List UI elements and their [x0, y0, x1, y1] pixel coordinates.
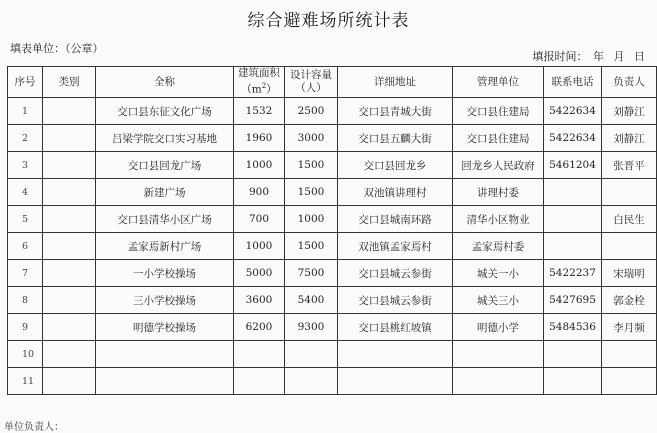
- cell-area: 900: [234, 179, 285, 206]
- cell-area: [234, 341, 285, 368]
- cell-index: 9: [8, 314, 43, 341]
- cell-index: 11: [8, 368, 43, 395]
- table-row: [8, 341, 657, 368]
- header-area-sup: 2: [261, 82, 267, 91]
- cell-area: 6200: [234, 314, 285, 341]
- cell-area: 1000: [234, 152, 285, 179]
- header-area-line2: （m: [241, 83, 262, 96]
- cell-category: [43, 98, 96, 125]
- cell-capacity: 3000: [285, 125, 338, 152]
- cell-capacity: 1500: [285, 152, 338, 179]
- cell-phone: [544, 206, 602, 233]
- cell-address: [338, 368, 453, 395]
- cell-person: 李月频: [602, 314, 657, 341]
- cell-index: 7: [8, 260, 43, 287]
- cell-category: [43, 260, 96, 287]
- cell-category: [43, 314, 96, 341]
- cell-index: 6: [8, 233, 43, 260]
- cell-category: [43, 233, 96, 260]
- cell-phone: [544, 233, 602, 260]
- cell-capacity: 1500: [285, 233, 338, 260]
- cell-name: 交口县回龙广场: [96, 152, 234, 179]
- cell-index: 2: [8, 125, 43, 152]
- cell-address: 交口县青城大街: [338, 98, 453, 125]
- reporting-unit-label: 填表单位：（公章）: [10, 42, 104, 55]
- cell-phone: 5422634: [544, 98, 602, 125]
- cell-capacity: [285, 341, 338, 368]
- cell-phone: 5484536: [544, 314, 602, 341]
- table-row: [8, 368, 657, 395]
- cell-capacity: 2500: [285, 98, 338, 125]
- cell-area: 3600: [234, 287, 285, 314]
- cell-index: 4: [8, 179, 43, 206]
- header-category: 类别: [43, 67, 96, 98]
- cell-manager: [453, 368, 544, 395]
- table-row: [8, 125, 657, 152]
- cell-index: 5: [8, 206, 43, 233]
- header-address: 详细地址: [338, 67, 453, 98]
- header-capacity: [285, 67, 338, 98]
- cell-category: [43, 179, 96, 206]
- table-row: [8, 98, 657, 125]
- cell-manager: 讲理村委: [453, 179, 544, 206]
- header-person: 负责人: [602, 67, 657, 98]
- cell-area: 1000: [234, 233, 285, 260]
- cell-phone: [544, 179, 602, 206]
- cell-capacity: 9300: [285, 314, 338, 341]
- header-capacity-line1: 设计容量: [290, 69, 332, 81]
- cell-phone: [544, 368, 602, 395]
- cell-manager: 孟家焉村委: [453, 233, 544, 260]
- cell-category: [43, 206, 96, 233]
- cell-manager: 清华小区物业: [453, 206, 544, 233]
- cell-phone: 5422237: [544, 260, 602, 287]
- header-phone: 联系电话: [544, 67, 602, 98]
- cell-phone: 5461204: [544, 152, 602, 179]
- cell-index: 1: [8, 98, 43, 125]
- cell-name: 交口县东征文化广场: [96, 98, 234, 125]
- cell-name: [96, 368, 234, 395]
- table-header-row: [8, 67, 657, 98]
- cell-address: 双池镇讲理村: [338, 179, 453, 206]
- cell-person: 宋瑞明: [602, 260, 657, 287]
- cell-capacity: 5400: [285, 287, 338, 314]
- cell-address: 交口县城云参街: [338, 287, 453, 314]
- cell-phone: 5427695: [544, 287, 602, 314]
- cell-person: 白民生: [602, 206, 657, 233]
- cell-area: [234, 368, 285, 395]
- cell-address: 双池镇孟家焉村: [338, 233, 453, 260]
- cell-capacity: 1500: [285, 179, 338, 206]
- table-row: [8, 233, 657, 260]
- cell-person: 张晋平: [602, 152, 657, 179]
- cell-person: 刘静江: [602, 98, 657, 125]
- header-area-line1: 建筑面积: [238, 67, 280, 80]
- page-title: 综合避难场所统计表: [247, 11, 410, 31]
- cell-name: 吕梁学院交口实习基地: [96, 125, 234, 152]
- table-row: [8, 206, 657, 233]
- cell-person: 刘静江: [602, 125, 657, 152]
- table-row: [8, 179, 657, 206]
- cell-capacity: [285, 368, 338, 395]
- header-capacity-line2: （人）: [295, 82, 327, 94]
- cell-address: 交口县桃红坡镇: [338, 314, 453, 341]
- cell-capacity: 7500: [285, 260, 338, 287]
- table-row: [8, 260, 657, 287]
- cell-name: 明德学校操场: [96, 314, 234, 341]
- cell-manager: 交口县住建局: [453, 98, 544, 125]
- cell-address: [338, 341, 453, 368]
- cell-area: 1532: [234, 98, 285, 125]
- cell-area: 1960: [234, 125, 285, 152]
- shelter-table: [7, 66, 657, 395]
- cell-manager: [453, 341, 544, 368]
- cell-name: [96, 341, 234, 368]
- cell-category: [43, 152, 96, 179]
- cell-phone: 5422634: [544, 125, 602, 152]
- cell-index: 8: [8, 287, 43, 314]
- cell-name: 三小学校操场: [96, 287, 234, 314]
- header-index: 序号: [8, 67, 43, 98]
- header-name: 全称: [96, 67, 234, 98]
- cell-address: 交口县回龙乡: [338, 152, 453, 179]
- cell-name: 新建广场: [96, 179, 234, 206]
- cell-manager: 回龙乡人民政府: [453, 152, 544, 179]
- cell-manager: 城关一小: [453, 260, 544, 287]
- cell-name: 孟家焉新村广场: [96, 233, 234, 260]
- cell-name: 一小学校操场: [96, 260, 234, 287]
- cell-person: [602, 233, 657, 260]
- cell-name: 交口县清华小区广场: [96, 206, 234, 233]
- cell-index: 10: [8, 341, 43, 368]
- cell-area: 700: [234, 206, 285, 233]
- header-area: [234, 67, 285, 98]
- cell-category: [43, 341, 96, 368]
- cell-manager: 交口县住建局: [453, 125, 544, 152]
- cell-person: [602, 179, 657, 206]
- cell-category: [43, 368, 96, 395]
- table-row: [8, 287, 657, 314]
- table-row: [8, 314, 657, 341]
- cell-area: 5000: [234, 260, 285, 287]
- table-row: [8, 152, 657, 179]
- cell-address: 交口县城南环路: [338, 206, 453, 233]
- report-date-label: 填报时间： 年 月 日: [532, 50, 645, 63]
- cell-person: [602, 341, 657, 368]
- header-area-line3: ）: [266, 83, 277, 96]
- cell-person: 郭金栓: [602, 287, 657, 314]
- cell-manager: 城关三小: [453, 287, 544, 314]
- cell-category: [43, 125, 96, 152]
- cell-address: 交口县五麟大街: [338, 125, 453, 152]
- cell-category: [43, 287, 96, 314]
- cell-person: [602, 368, 657, 395]
- cell-capacity: 1000: [285, 206, 338, 233]
- cell-phone: [544, 341, 602, 368]
- cell-address: 交口县城云参街: [338, 260, 453, 287]
- unit-head-label: 单位负责人：: [4, 422, 64, 433]
- header-manager: 管理单位: [453, 67, 544, 98]
- cell-manager: 明德小学: [453, 314, 544, 341]
- cell-index: 3: [8, 152, 43, 179]
